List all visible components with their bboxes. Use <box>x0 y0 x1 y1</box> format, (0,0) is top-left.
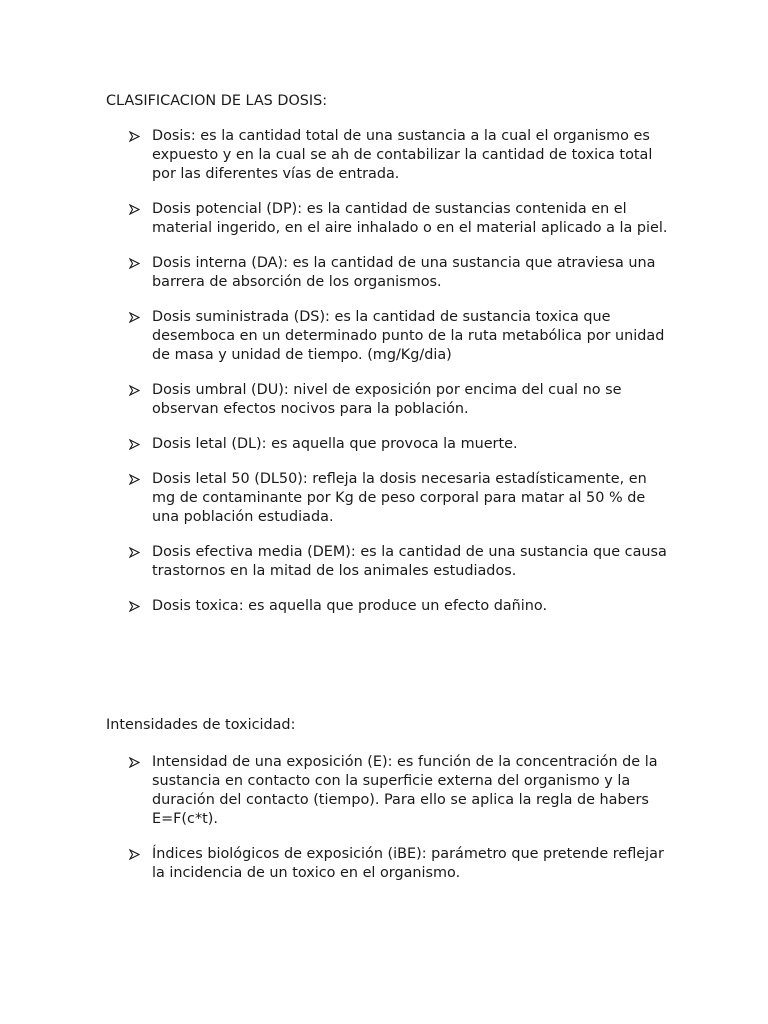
list-item <box>129 470 669 527</box>
list-item-text: Dosis potencial (DP): es la cantidad de sustancias contenida en el material ingerido, en el aire inhalado o en el material aplicado a la piel. <box>152 201 668 236</box>
section-heading-intensidades: Intensidades de toxicidad: <box>106 717 296 733</box>
arrowhead-bullet-icon <box>129 204 140 215</box>
list-item-text: Dosis efectiva media (DEM): es la cantidad de una sustancia que causa trastornos en la mitad de los animales estudiados. <box>152 544 667 579</box>
list-item-text: Índices biológicos de exposición (iBE): parámetro que pretende reflejar la incidencia de un toxico en el organismo. <box>152 846 664 881</box>
list-item-text: Dosis suministrada (DS): es la cantidad de sustancia toxica que desemboca en un determinado punto de la ruta metabólica por unidad de masa y unidad de tiempo. (mg/Kg/dia) <box>152 309 665 363</box>
arrowhead-bullet-icon <box>129 385 140 396</box>
arrowhead-bullet-icon <box>129 757 140 768</box>
list-item <box>129 753 669 829</box>
list-item <box>129 127 669 184</box>
list-item <box>129 543 669 581</box>
section-heading-clasificacion: CLASIFICACION DE LAS DOSIS: <box>106 93 328 109</box>
list-item <box>129 597 669 616</box>
list-item <box>129 308 669 365</box>
list-item <box>129 200 669 238</box>
arrowhead-bullet-icon <box>129 547 140 558</box>
list-item <box>129 254 669 292</box>
arrowhead-bullet-icon <box>129 601 140 612</box>
arrowhead-bullet-icon <box>129 849 140 860</box>
list-item <box>129 381 669 419</box>
list-item-text: Dosis letal 50 (DL50): refleja la dosis necesaria estadísticamente, en mg de contaminante por Kg de peso corporal para matar al 50 % de una población estudiada. <box>152 471 647 525</box>
arrowhead-bullet-icon <box>129 131 140 142</box>
dosis-list <box>129 127 669 632</box>
list-item <box>129 845 669 883</box>
arrowhead-bullet-icon <box>129 258 140 269</box>
list-item <box>129 435 669 454</box>
list-item-text: Dosis toxica: es aquella que produce un efecto dañino. <box>152 598 548 614</box>
arrowhead-bullet-icon <box>129 312 140 323</box>
list-item-text: Intensidad de una exposición (E): es función de la concentración de la sustancia en contacto con la superficie externa del organismo y la duración del contacto (tiempo). Para ello se aplica la regla de habers E=F(c*t). <box>152 754 658 827</box>
arrowhead-bullet-icon <box>129 439 140 450</box>
intensidades-list <box>129 753 669 899</box>
list-item-text: Dosis interna (DA): es la cantidad de una sustancia que atraviesa una barrera de absorción de los organismos. <box>152 255 656 290</box>
list-item-text: Dosis umbral (DU): nivel de exposición por encima del cual no se observan efectos nocivos para la población. <box>152 382 622 417</box>
arrowhead-bullet-icon <box>129 474 140 485</box>
list-item-text: Dosis letal (DL): es aquella que provoca la muerte. <box>152 436 518 452</box>
list-item-text: Dosis: es la cantidad total de una sustancia a la cual el organismo es expuesto y en la cual se ah de contabilizar la cantidad de toxica total por las diferentes vías de entrada. <box>152 128 653 182</box>
